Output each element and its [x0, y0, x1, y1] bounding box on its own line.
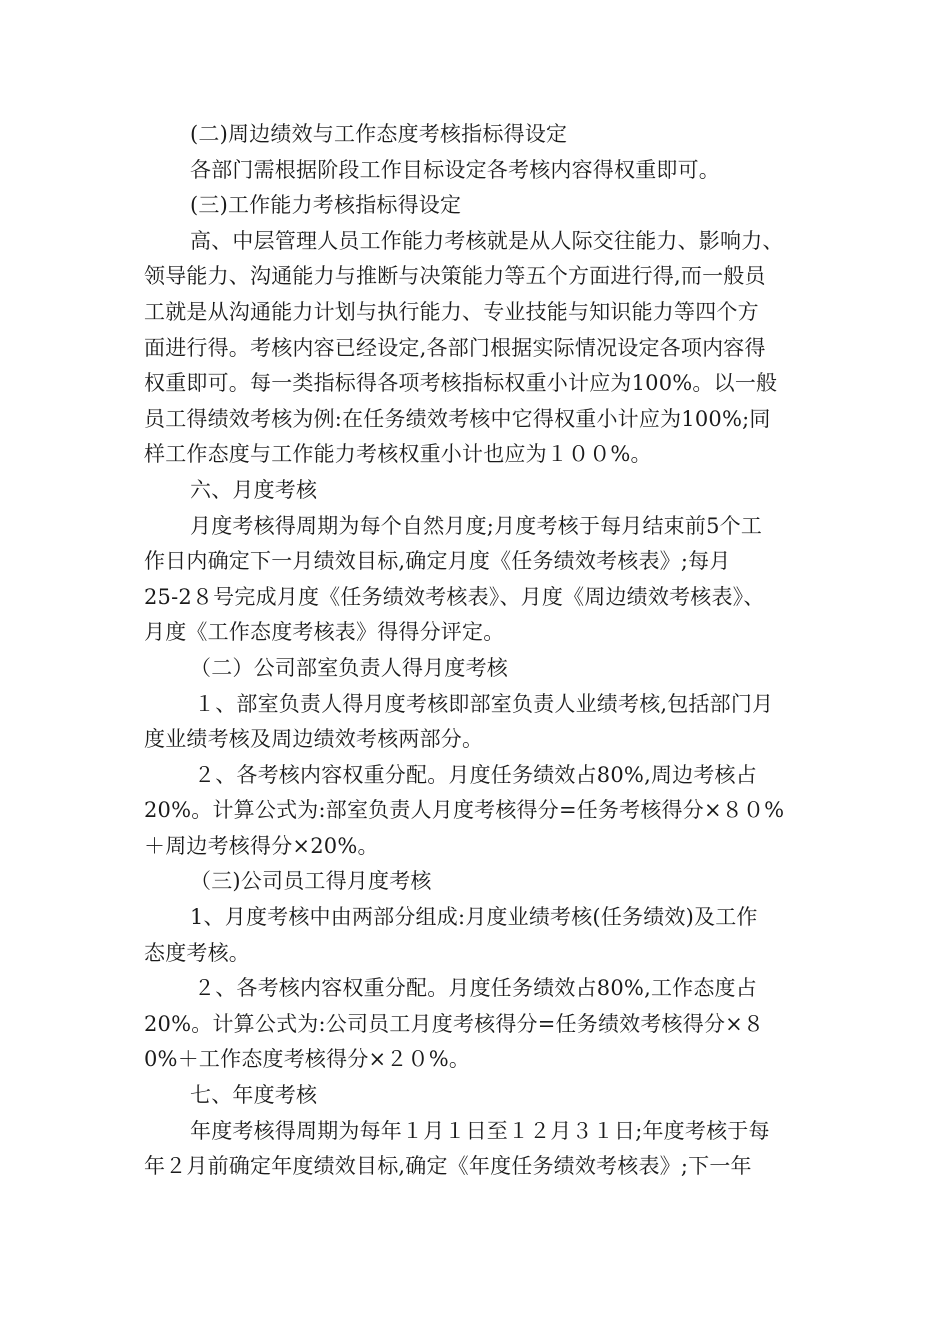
- paragraph-line: 各部门需根据阶段工作目标设定各考核内容得权重即可。: [190, 157, 720, 182]
- paragraph-line: 领导能力、沟通能力与推断与决策能力等五个方面进行得,而一般员: [144, 264, 766, 289]
- section-heading: (二)周边绩效与工作态度考核指标得设定: [190, 122, 568, 146]
- paragraph-line: 年度考核得周期为每年１月１日至１２月３１日;年度考核于每: [190, 1118, 770, 1143]
- section-heading: （三)公司员工得月度考核: [190, 869, 432, 894]
- paragraph-line: 1、月度考核中由两部分组成:月度业绩考核(任务绩效)及工作: [190, 905, 758, 930]
- paragraph-line: 员工得绩效考核为例:在任务绩效考核中它得权重小计应为100%;同: [144, 406, 771, 431]
- section-heading: 六、月度考核: [190, 477, 318, 502]
- paragraph-line: ２、各考核内容权重分配。月度任务绩效占80%,周边考核占: [194, 762, 757, 787]
- paragraph-line: 20%。计算公式为:公司员工月度考核得分=任务绩效考核得分×８: [144, 1011, 765, 1036]
- paragraph-line: 作日内确定下一月绩效目标,确定月度《任务绩效考核表》;每月: [144, 549, 731, 574]
- paragraph-line: 20%。计算公式为:部室负责人月度考核得分=任务考核得分×８０%: [144, 798, 785, 823]
- paragraph-line: 月度考核得周期为每个自然月度;月度考核于每月结束前5个工: [190, 513, 763, 538]
- paragraph-line: ２、各考核内容权重分配。月度任务绩效占80%,工作态度占: [194, 976, 757, 1001]
- section-heading: (三)工作能力考核指标得设定: [190, 193, 462, 218]
- paragraph-line: 样工作态度与工作能力考核权重小计也应为１００%。: [144, 442, 652, 467]
- document-body: [144, 117, 816, 1185]
- paragraph-line: 面进行得。考核内容已经设定,各部门根据实际情况设定各项内容得: [144, 335, 766, 360]
- paragraph-line: 年２月前确定年度绩效目标,确定《年度任务绩效考核表》;下一年: [144, 1154, 752, 1179]
- paragraph-line: １、部室负责人得月度考核即部室负责人业绩考核,包括部门月: [194, 691, 774, 716]
- paragraph-line: 0%＋工作态度考核得分×２０%。: [144, 1047, 471, 1072]
- paragraph-line: 权重即可。每一类指标得各项考核指标权重小计应为100%。以一般: [144, 371, 778, 396]
- paragraph-line: 度业绩考核及周边绩效考核两部分。: [144, 727, 484, 752]
- paragraph-line: 25-2８号完成月度《任务绩效考核表》、月度《周边绩效考核表》、: [144, 584, 765, 609]
- paragraph-line: ＋周边考核得分×20%。: [144, 833, 379, 858]
- paragraph-line: 态度考核。: [144, 940, 250, 965]
- paragraph-line: 工就是从沟通能力计划与执行能力、专业技能与知识能力等四个方: [144, 299, 759, 324]
- paragraph-line: 月度《工作态度考核表》得得分评定。: [144, 620, 505, 645]
- paragraph-line: 高、中层管理人员工作能力考核就是从人际交往能力、影响力、: [190, 228, 784, 253]
- section-heading: （二）公司部室负责人得月度考核: [190, 655, 508, 680]
- section-heading: 七、年度考核: [190, 1083, 318, 1108]
